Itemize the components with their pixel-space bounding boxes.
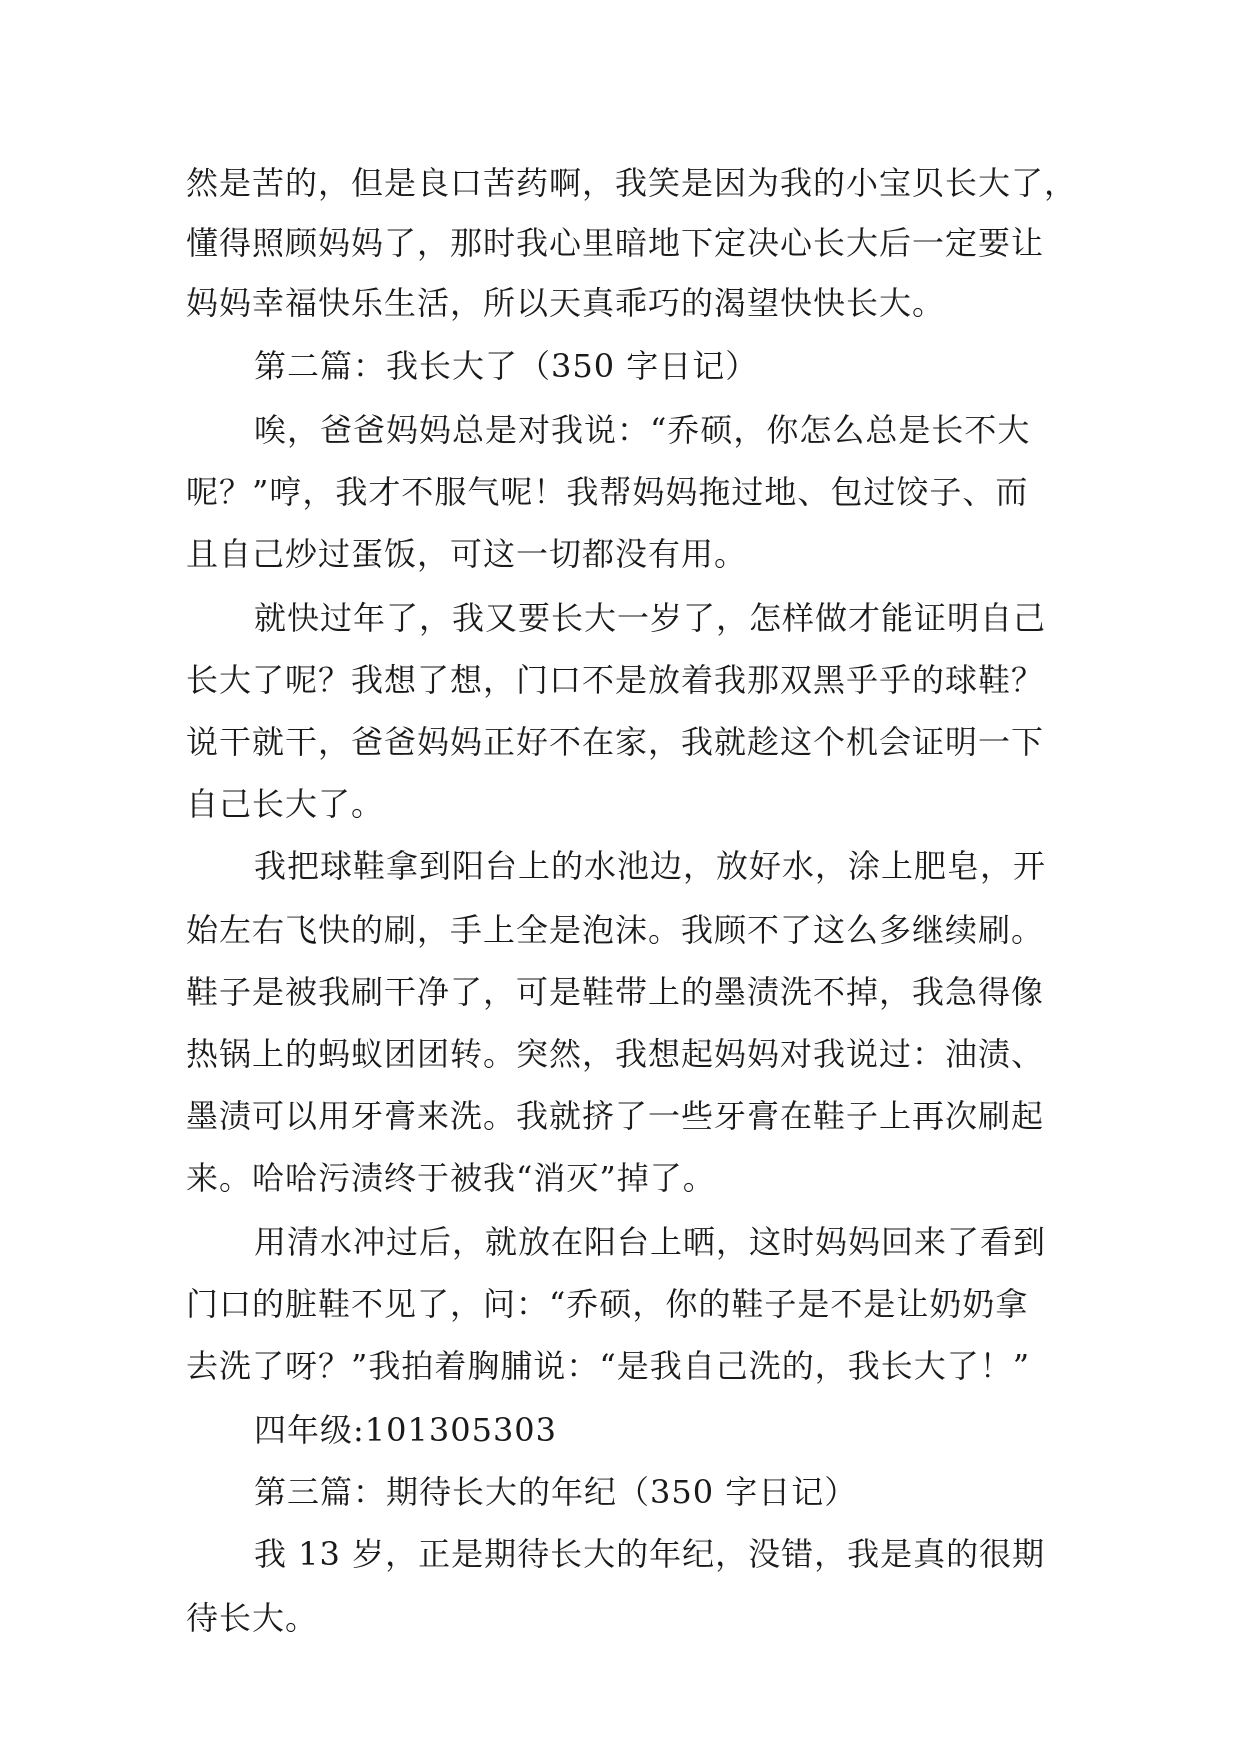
paragraph-line: 我 13 岁，正是期待长大的年纪，没错，我是真的很期 [254,1535,1046,1573]
paragraph-line: 且自己炒过蛋饭，可这一切都没有用。 [186,535,748,573]
grade-label: 四年级:101305303 [254,1411,558,1449]
paragraph-line: 墨渍可以用牙膏来洗。我就挤了一些牙膏在鞋子上再次刷起 [186,1097,1045,1135]
section-heading: 第三篇：期待长大的年纪（350 字日记） [254,1473,858,1511]
paragraph-line: 热锅上的蚂蚁团团转。突然，我想起妈妈对我说过：油渍、 [186,1035,1045,1073]
paragraph-line: 懂得照顾妈妈了，那时我心里暗地下定决心长大后一定要让 [186,224,1045,262]
paragraph-line: 就快过年了，我又要长大一岁了，怎样做才能证明自己 [254,599,1047,637]
paragraph-line: 然是苦的，但是良口苦药啊，我笑是因为我的小宝贝长大了， [186,164,1078,202]
paragraph-line: 我把球鞋拿到阳台上的水池边，放好水，涂上肥皂，开 [254,847,1047,885]
paragraph-line: 用清水冲过后，就放在阳台上晒，这时妈妈回来了看到 [254,1223,1047,1261]
paragraph-line: 唉，爸爸妈妈总是对我说：“乔硕，你怎么总是长不大 [254,411,1031,449]
paragraph-line: 自己长大了。 [186,785,385,823]
paragraph-line: 始左右飞快的刷，手上全是泡沫。我顾不了这么多继续刷。 [186,911,1045,949]
paragraph-line: 门口的脏鞋不见了，问：“乔硕，你的鞋子是不是让奶奶拿 [186,1285,1029,1323]
paragraph-line: 来。哈哈污渍终于被我“消灭”掉了。 [186,1159,716,1197]
paragraph-line: 长大了呢？我想了想，门口不是放着我那双黑乎乎的球鞋？ [186,661,1045,699]
paragraph-line: 去洗了呀？”我拍着胸脯说：“是我自己洗的，我长大了！” [186,1347,1031,1385]
paragraph-line: 鞋子是被我刷干净了，可是鞋带上的墨渍洗不掉，我急得像 [186,973,1045,1011]
paragraph-line: 待长大。 [186,1599,319,1637]
paragraph-line: 妈妈幸福快乐生活，所以天真乖巧的渴望快快长大。 [186,284,946,322]
paragraph-line: 说干就干，爸爸妈妈正好不在家，我就趁这个机会证明一下 [186,723,1045,761]
section-heading: 第二篇：我长大了（350 字日记） [254,347,759,385]
paragraph-line: 呢？”哼，我才不服气呢！我帮妈妈拖过地、包过饺子、而 [186,473,1029,511]
